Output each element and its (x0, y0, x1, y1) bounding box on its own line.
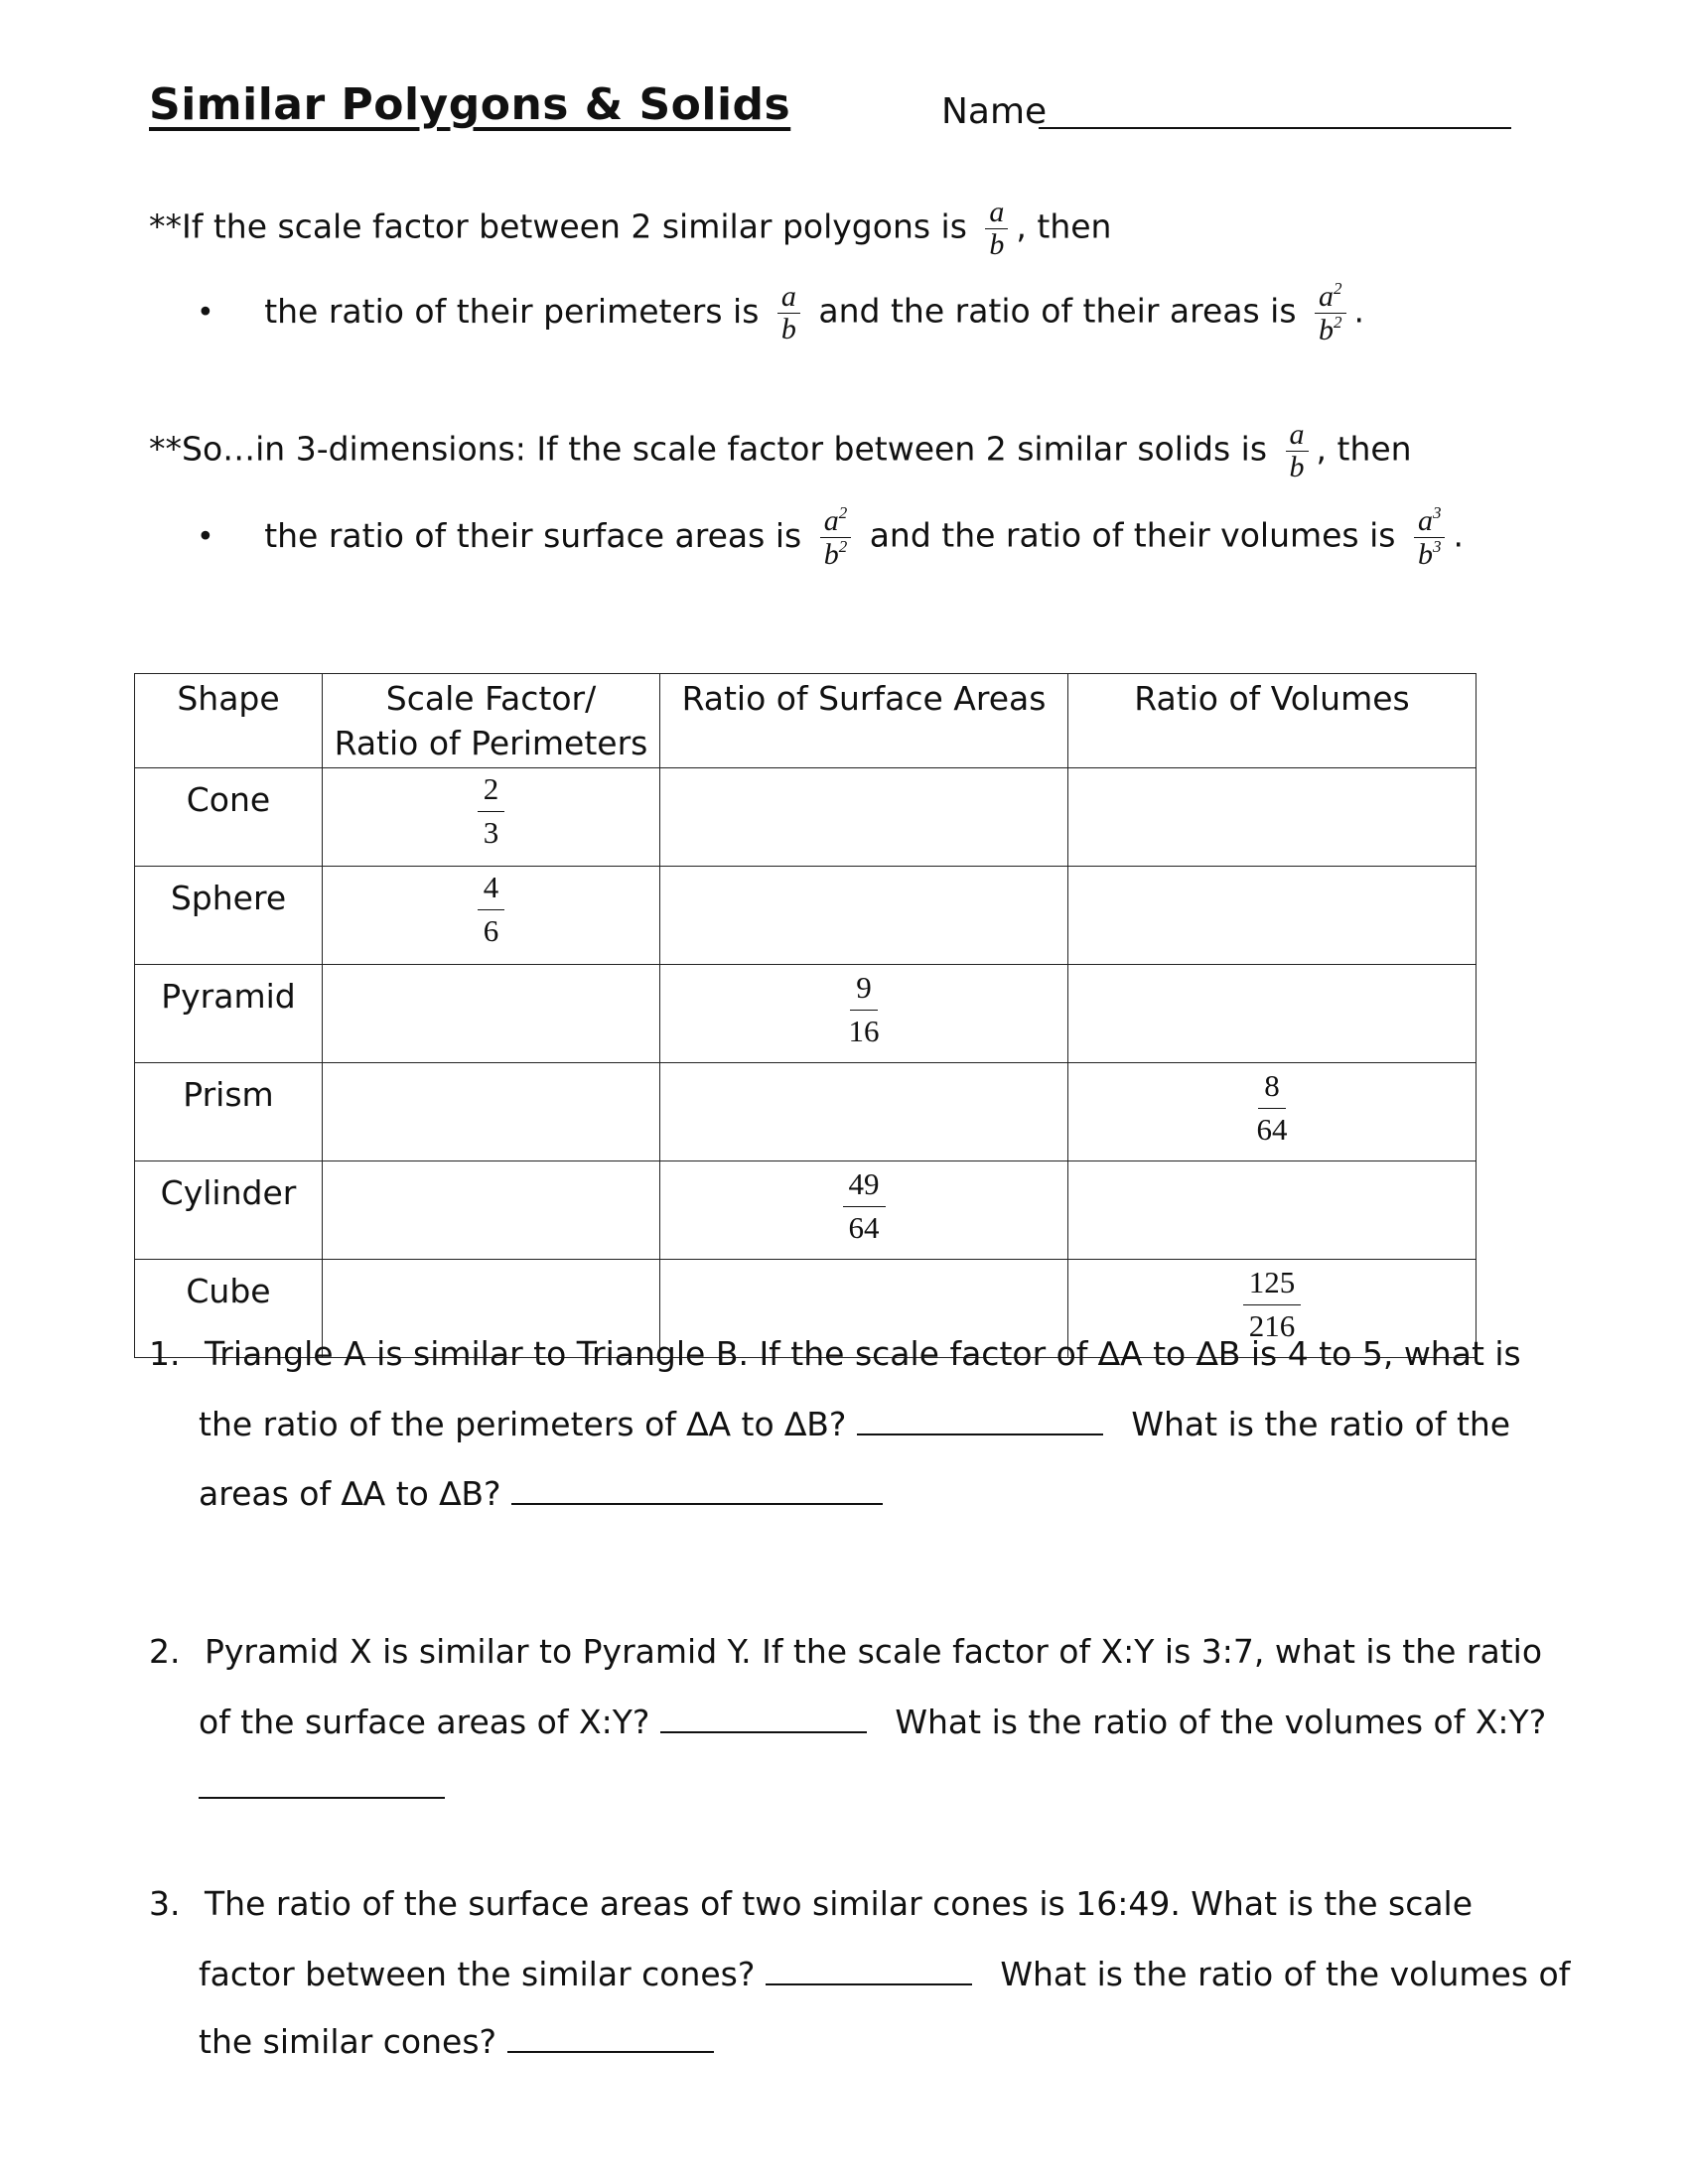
header-scale-line1: Scale Factor/ (385, 679, 597, 718)
scale-factor-cell (323, 867, 660, 965)
frac-den: b (823, 537, 839, 571)
volume-ratio-cell[interactable] (1068, 768, 1477, 867)
question-1-line-3 (199, 1473, 883, 1513)
fraction-numerator: 8 (1258, 1068, 1286, 1109)
fraction-numerator: 125 (1243, 1265, 1302, 1305)
header-surface: Ratio of Surface Areas (660, 674, 1068, 768)
table-row (135, 1161, 1477, 1260)
frac-num: a (985, 197, 1008, 229)
shape-cell: Sphere (135, 867, 323, 965)
perimeter-ratio-fraction (777, 281, 800, 344)
question-2 (149, 1632, 1542, 1671)
volume-ratio-cell (1068, 1063, 1477, 1161)
frac-num: a (823, 504, 839, 537)
frac-den: b (1289, 450, 1305, 483)
question-text: of the surface areas of X:Y? (199, 1703, 650, 1741)
scale-factor-fraction (985, 197, 1008, 260)
volume-ratio-cell[interactable] (1068, 867, 1477, 965)
scale-factor-cell[interactable] (323, 965, 660, 1063)
fraction-denominator: 216 (1248, 1307, 1296, 1343)
fraction-numerator: 4 (478, 870, 505, 910)
fraction (478, 870, 505, 949)
answer-blank[interactable] (511, 1473, 883, 1505)
exponent: 3 (1432, 503, 1442, 522)
header-volume: Ratio of Volumes (1068, 674, 1477, 768)
solid-rule-end: , then (1316, 429, 1412, 469)
frac-num: a (1286, 419, 1309, 452)
volume-ratio-cell[interactable] (1068, 965, 1477, 1063)
question-text: the similar cones? (199, 2022, 497, 2061)
table-header-row (135, 674, 1477, 768)
surface-ratio-cell[interactable] (660, 867, 1068, 965)
header-scale-line2: Ratio of Perimeters (334, 724, 648, 762)
fraction-denominator: 16 (848, 1013, 880, 1048)
table-row (135, 1063, 1477, 1161)
question-text: What is the ratio of the volumes of X:Y? (895, 1703, 1547, 1741)
question-text: factor between the similar cones? (199, 1955, 756, 1993)
surface-ratio-cell[interactable] (660, 1063, 1068, 1161)
fraction-numerator: 9 (850, 970, 878, 1011)
surface-ratio-cell (660, 965, 1068, 1063)
fraction (849, 970, 880, 1049)
name-label: Name (941, 91, 1048, 132)
frac-num: a (1417, 504, 1433, 537)
fraction (1257, 1068, 1288, 1148)
question-3 (149, 1884, 1473, 1923)
period: . (1453, 515, 1464, 555)
question-text: The ratio of the surface areas of two similar cones is 16:49. What is the scale (205, 1884, 1474, 1923)
question-text: Pyramid X is similar to Pyramid Y. If the scale factor of X:Y is 3:7, what is the ratio (205, 1632, 1543, 1671)
answer-blank[interactable] (857, 1404, 1103, 1435)
fraction-numerator: 2 (478, 771, 505, 812)
surface-ratio-fraction (820, 504, 852, 570)
perimeter-ratio-text: the ratio of their perimeters is (264, 291, 760, 331)
bullet-icon: • (197, 295, 214, 331)
polygon-rule-line (149, 197, 1111, 260)
exponent: 3 (1432, 536, 1442, 556)
bullet-icon: • (197, 519, 214, 555)
question-text: Triangle A is similar to Triangle B. If the scale factor of ∆A to ∆B is 4 to 5, what is (205, 1334, 1521, 1373)
header-scale-factor (323, 674, 660, 768)
question-1 (149, 1334, 1521, 1373)
solid-scale-fraction (1286, 419, 1309, 482)
shape-cell: Cube (135, 1260, 323, 1358)
ratio-table (134, 673, 1477, 1358)
frac-num: a (777, 281, 800, 314)
page-title: Similar Polygons & Solids (149, 79, 791, 130)
answer-blank[interactable] (766, 1954, 972, 1985)
question-2-line-2 (199, 1702, 1546, 1741)
exponent: 2 (838, 536, 848, 556)
header-shape: Shape (135, 674, 323, 768)
polygon-rule-end: , then (1016, 206, 1112, 246)
frac-den: b (780, 312, 796, 345)
solid-rule-text: **So…in 3-dimensions: If the scale factor between 2 similar solids is (149, 429, 1268, 469)
solid-bullet (197, 504, 1464, 570)
frac-den: b (1417, 537, 1433, 571)
frac-num: a (1319, 280, 1335, 313)
question-number: 1. (149, 1334, 181, 1373)
question-text: the ratio of the perimeters of ∆A to ∆B? (199, 1405, 847, 1443)
question-number: 2. (149, 1632, 181, 1671)
fraction (478, 771, 505, 851)
question-number: 3. (149, 1884, 181, 1923)
question-3-line-2 (199, 1954, 1570, 1993)
frac-den: b (989, 227, 1005, 261)
exponent: 2 (1334, 279, 1342, 298)
volume-ratio-fraction (1414, 504, 1446, 570)
scale-factor-cell[interactable] (323, 1063, 660, 1161)
surface-ratio-cell (660, 1161, 1068, 1260)
answer-blank[interactable] (660, 1702, 867, 1733)
surface-ratio-text: the ratio of their surface areas is (264, 515, 802, 555)
fraction-denominator: 64 (848, 1209, 880, 1245)
polygon-bullet (197, 280, 1364, 345)
solid-rule-line (149, 419, 1412, 482)
question-text: What is the ratio of the volumes of (1000, 1955, 1571, 1993)
name-field[interactable] (1039, 127, 1511, 129)
fraction-numerator: 49 (843, 1166, 886, 1207)
fraction-denominator: 64 (1256, 1111, 1288, 1147)
area-ratio-fraction (1315, 280, 1346, 345)
answer-blank[interactable] (507, 2021, 714, 2053)
shape-cell: Cylinder (135, 1161, 323, 1260)
table-row (135, 867, 1477, 965)
exponent: 2 (1334, 312, 1342, 332)
question-1-line-2 (199, 1404, 1510, 1443)
area-ratio-text: and the ratio of their areas is (818, 291, 1297, 331)
fraction-denominator: 6 (483, 912, 499, 948)
answer-blank[interactable] (199, 1797, 445, 1799)
scale-factor-cell[interactable] (323, 1161, 660, 1260)
frac-den: b (1319, 313, 1335, 346)
fraction (1243, 1265, 1302, 1344)
surface-ratio-cell[interactable] (660, 768, 1068, 867)
period: . (1353, 291, 1365, 331)
exponent: 2 (838, 503, 848, 522)
table-row (135, 965, 1477, 1063)
polygon-rule-text: **If the scale factor between 2 similar polygons is (149, 206, 967, 246)
question-text: What is the ratio of the (1131, 1405, 1511, 1443)
volume-ratio-text: and the ratio of their volumes is (869, 515, 1396, 555)
table-row (135, 768, 1477, 867)
volume-ratio-cell[interactable] (1068, 1161, 1477, 1260)
question-text: areas of ∆A to ∆B? (199, 1474, 501, 1513)
fraction (843, 1166, 886, 1246)
scale-factor-cell (323, 768, 660, 867)
question-3-line-3 (199, 2021, 714, 2061)
fraction-denominator: 3 (483, 814, 499, 850)
table-body (135, 768, 1477, 1358)
shape-cell: Cone (135, 768, 323, 867)
shape-cell: Pyramid (135, 965, 323, 1063)
shape-cell: Prism (135, 1063, 323, 1161)
